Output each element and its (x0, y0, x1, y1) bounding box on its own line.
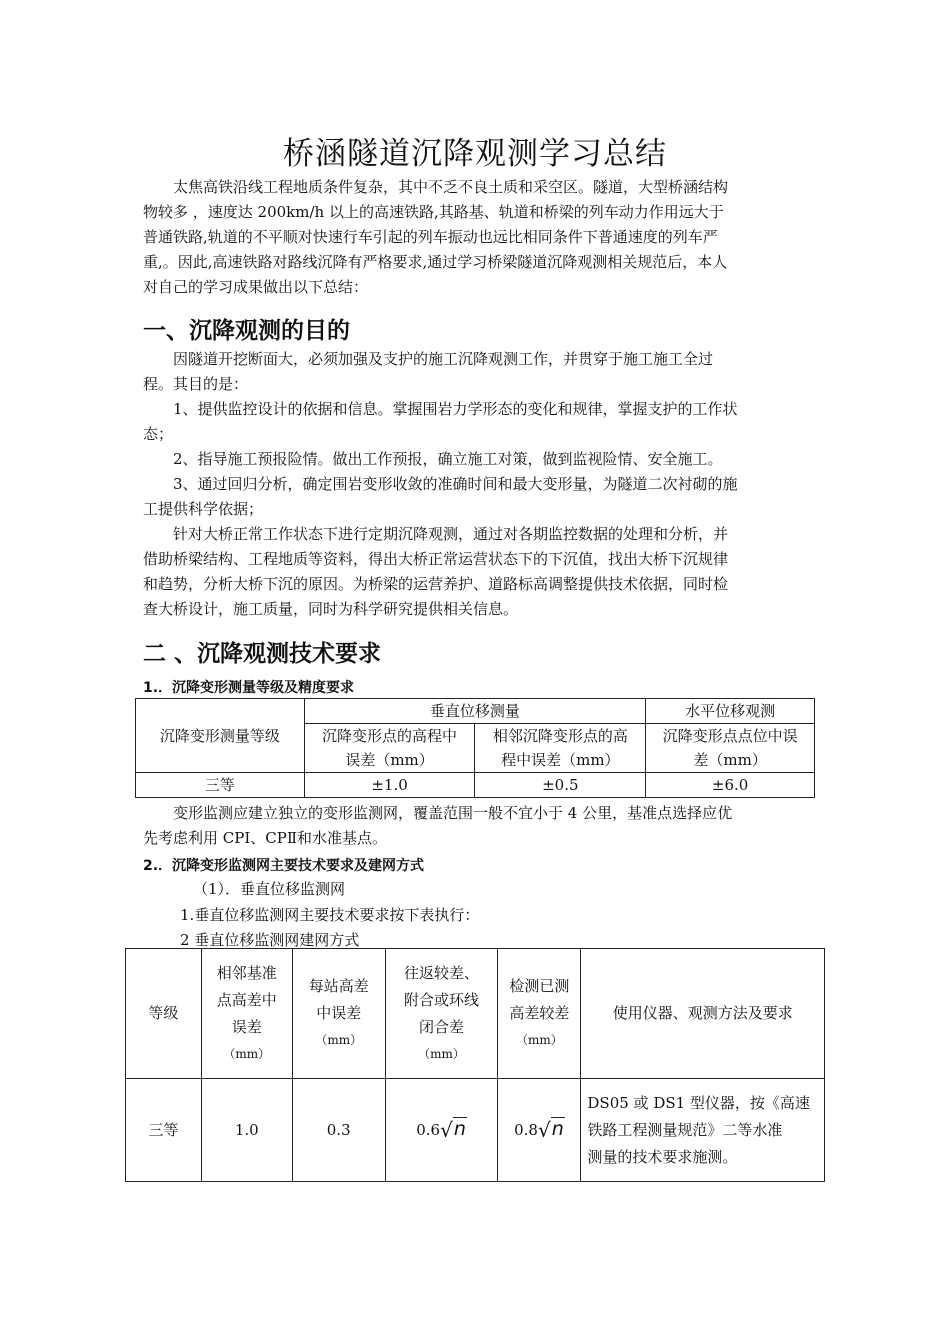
header-line: 误差（mm） (345, 751, 434, 769)
intro-paragraph (143, 175, 808, 300)
sqrt-variable: n (453, 1118, 466, 1140)
table-header-cell (646, 724, 815, 773)
table-header-cell: 沉降变形测量等级 (136, 699, 305, 773)
section1-line: 工提供科学依据； (143, 500, 264, 518)
table-row (136, 773, 815, 798)
list-item: （1）．垂直位移监测网 (193, 880, 346, 898)
header-line: 相邻沉降变形点的高 (492, 727, 628, 745)
section1-line: 1、提供监控设计的依据和信息。掌握围岩力学形态的变化和规律，掌握支护的工作状 (143, 400, 738, 418)
header-line: 中误差 (316, 1004, 362, 1022)
header-line: 相邻基准 (216, 963, 277, 982)
list-item: 2 垂直位移监测网建网方式 (180, 931, 360, 949)
table-cell (498, 1079, 581, 1182)
table-header-cell: 水平位移观测 (646, 699, 815, 724)
intro-line: 物较多 ，速度达 200km/h 以上的高速铁路,其路基、轨道和桥梁的列车动力作用远大于 (143, 203, 724, 221)
accuracy-table (135, 698, 815, 798)
header-line: 检测已测 (509, 977, 570, 995)
header-unit: （mm） (418, 1046, 465, 1061)
table-header-cell: 使用仪器、观测方法及要求 (581, 949, 825, 1079)
section1-line: 3、通过回归分析，确定围岩变形收敛的准确时间和最大变形量，为隧道二次衬砌的施 (143, 475, 738, 493)
intro-line: 重,。因此,高速铁路对路线沉降有严格要求,通过学习桥梁隧道沉降观测相关规范后，本人 (143, 253, 728, 271)
section1-line: 和趋势，分析大桥下沉的原因。为桥梁的运营养护、道路标高调整提供技术依据，同时检 (143, 575, 729, 593)
header-line: 程中误差（mm） (501, 751, 620, 769)
section1-line: 针对大桥正常工作状态下进行定期沉降观测，通过对各期监控数据的处理和分析，并 (143, 525, 729, 543)
section1-heading: 一、沉降观测的目的 (143, 318, 350, 344)
intro-line: 对自己的学习成果做出以下总结： (143, 278, 369, 296)
table-row (136, 699, 815, 724)
method-line: DS05 或 DS1 型仪器，按《高速 (587, 1093, 810, 1112)
note-line: 变形监测应建立独立的变形监测网，覆盖范围一般不宜小于 4 公里，基准点选择应优 (143, 804, 733, 822)
method-line: 测量的技术要求施测。 (587, 1147, 738, 1166)
sqrt-variable: n (551, 1118, 564, 1140)
header-line: 沉降变形点的高程中 (322, 727, 458, 745)
table-header-cell: 垂直位移测量 (304, 699, 646, 724)
header-unit: （mm） (315, 1033, 363, 1047)
table-cell: 三等 (126, 1079, 202, 1182)
table-cell: 三等 (136, 773, 305, 798)
table-cell: 1.0 (201, 1079, 292, 1182)
header-line: 沉降变形点点位中误 (662, 727, 798, 745)
table-header-cell (304, 724, 475, 773)
table-cell (581, 1079, 825, 1182)
section2-heading: 二 、沉降观测技术要求 (143, 641, 382, 667)
table-cell: ±1.0 (304, 773, 475, 798)
table-header-cell (475, 724, 646, 773)
header-unit: （mm） (516, 1033, 563, 1047)
document-title: 桥涵隧道沉降观测学习总结 (283, 136, 667, 172)
table-header-cell (292, 949, 385, 1079)
header-line: 每站高差 (308, 977, 369, 995)
table-cell: ±6.0 (646, 773, 815, 798)
header-line: 点高差中 (216, 990, 277, 1009)
table-cell (385, 1079, 498, 1182)
header-line: 往返较差、 (404, 963, 480, 982)
header-line: 附合或环线 (404, 990, 480, 1009)
subheading-accuracy: 1.．沉降变形测量等级及精度要求 (143, 680, 355, 696)
section1-line: 因隧道开挖断面大，必须加强及支护的施工沉降观测工作，并贯穿于施工施工全过 (143, 350, 714, 368)
section1-line: 查大桥设计，施工质量，同时为科学研究提供相关信息。 (143, 600, 519, 618)
header-line: 误差 (231, 1017, 262, 1036)
note-line: 先考虑利用 CPⅠ、CPⅡ和水准基点。 (143, 829, 388, 847)
intro-line: 太焦高铁沿线工程地质条件复杂，其中不乏不良土质和采空区。隧道，大型桥涵结构 (143, 178, 729, 196)
section1-line: 程。其目的是： (143, 375, 249, 393)
sqrt-formula: √n (537, 1118, 564, 1142)
header-line: 闭合差 (419, 1017, 465, 1036)
table-header-cell: 等级 (126, 949, 202, 1079)
network-table (125, 948, 825, 1182)
intro-line: 普通铁路,轨道的不平顺对快速行车引起的列车振动也远比相同条件下普通速度的列车严 (143, 228, 718, 246)
section1-body (143, 347, 808, 622)
loop-coefficient: 0.6 (416, 1121, 441, 1139)
table-header-cell (498, 949, 581, 1079)
header-line: 高差较差 (509, 1004, 570, 1022)
header-line: 差（mm） (693, 751, 767, 769)
section1-line: 态； (143, 425, 174, 443)
table-header-cell (201, 949, 292, 1079)
table-header-cell (385, 949, 498, 1079)
list-item: 1.垂直位移监测网主要技术要求按下表执行： (180, 906, 480, 924)
method-line: 铁路工程测量规范》二等水准 (587, 1120, 783, 1139)
table-row (126, 1079, 825, 1182)
sqrt-formula: √n (440, 1118, 466, 1142)
network-note (143, 801, 808, 851)
subheading-network: 2.．沉降变形监测网主要技术要求及建网方式 (143, 858, 425, 874)
section1-line: 2、指导施工预报险情。做出工作预报，确立施工对策，做到监视险情、安全施工。 (143, 450, 723, 468)
table-cell: ±0.5 (475, 773, 646, 798)
table-cell: 0.3 (292, 1079, 385, 1182)
table-row (126, 949, 825, 1079)
check-coefficient: 0.8 (514, 1121, 538, 1139)
section1-line: 借助桥梁结构、工程地质等资料，得出大桥正常运营状态下的下沉值，找出大桥下沉规律 (143, 550, 729, 568)
header-unit: （mm） (223, 1046, 271, 1061)
